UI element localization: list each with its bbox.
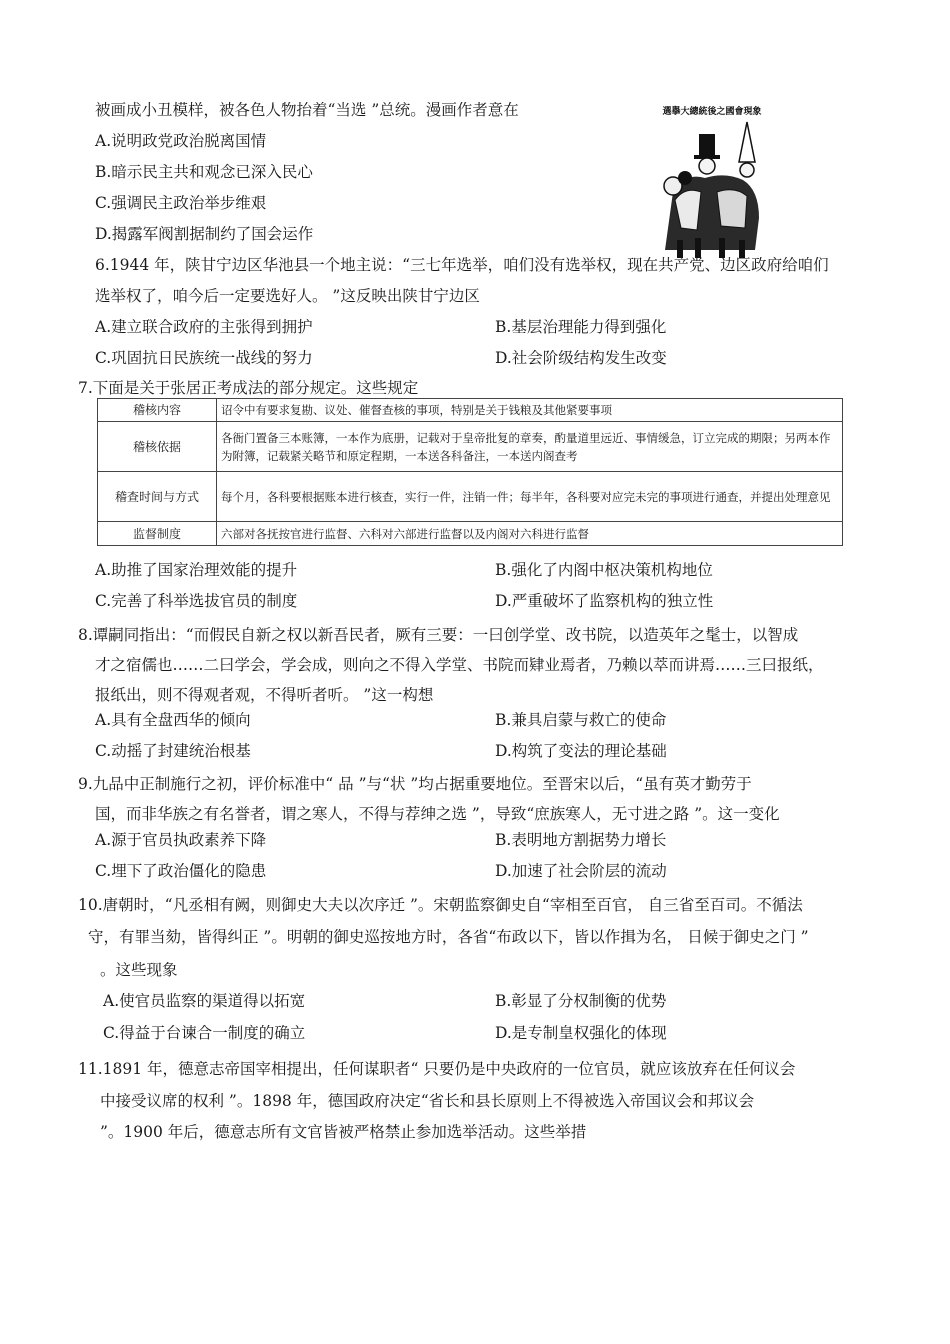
q6-option-d[interactable]: D.社会阶级结构发生改变: [495, 349, 667, 367]
q9-stem-line-2: 国，而非华族之有名誉者，谓之寒人，不得与荐绅之选 ”，导致“庶族寒人，无寸进之路 ”。这一变化: [95, 805, 780, 823]
q9-option-c[interactable]: C.埋下了政治僵化的隐患: [95, 862, 267, 880]
q8-stem-line-1: 8.谭嗣同指出：“而假民自新之权以新吾民者，厥有三要：一曰创学堂、改书院，以造英年之髦士，以智成: [78, 626, 799, 644]
table-row: [98, 399, 843, 422]
q5-option-d[interactable]: D.揭露军阀割据制约了国会运作: [95, 225, 314, 243]
q11-stem-line-3: ”。1900 年后，德意志所有文官皆被严格禁止参加选举活动。这些举措: [100, 1123, 587, 1141]
q5-option-c[interactable]: C.强调民主政治举步维艰: [95, 194, 267, 212]
q10-option-d[interactable]: D.是专制皇权强化的体现: [495, 1024, 667, 1042]
table-row: [98, 472, 843, 522]
kaochengfa-table: [97, 398, 843, 546]
q10-option-a[interactable]: A.使官员监察的渠道得以拓宽: [103, 992, 306, 1010]
q5-option-b[interactable]: B.暗示民主共和观念已深入民心: [95, 163, 313, 181]
table-row-body: 诏令中有要求复勘、议处、催督查核的事项，特别是关于钱粮及其他紧要事项: [217, 399, 843, 422]
q7-option-c[interactable]: C.完善了科举选拔官员的制度: [95, 592, 298, 610]
q10-stem-line-3: 。这些现象: [100, 961, 178, 979]
q5-option-a[interactable]: A.说明政党政治脱离国情: [95, 132, 267, 150]
table-row: [98, 422, 843, 472]
political-cartoon-image: [655, 100, 770, 260]
q7-stem: 7.下面是关于张居正考成法的部分规定。这些规定: [78, 379, 419, 397]
table-row-head: 稽核内容: [98, 399, 217, 422]
q6-stem-line-1: 6.1944 年，陕甘宁边区华池县一个地主说：“三七年选举，咱们没有选举权，现在共产党、边区政府给咱们: [95, 256, 829, 274]
q10-option-b[interactable]: B.彰显了分权制衡的优势: [495, 992, 667, 1010]
table-row-head: 稽核依据: [98, 422, 217, 472]
q9-option-d[interactable]: D.加速了社会阶层的流动: [495, 862, 667, 880]
q7-option-d[interactable]: D.严重破坏了监察机构的独立性: [495, 592, 714, 610]
q11-stem-line-1: 11.1891 年，德意志帝国宰相提出，任何谋职者“ 只要仍是中央政府的一位官员，就应该放弃在任何议会: [78, 1060, 796, 1078]
table-row-head: 监督制度: [98, 522, 217, 546]
q9-stem-line-1: 9.九品中正制施行之初，评价标准中“ 品 ”与“状 ”均占据重要地位。至晋宋以后，“虽有英才勤劳于: [78, 775, 752, 793]
q6-stem-line-2: 选举权了，咱今后一定要选好人。 ”这反映出陕甘宁边区: [95, 287, 480, 305]
q6-option-b[interactable]: B.基层治理能力得到强化: [495, 318, 667, 336]
q8-option-b[interactable]: B.兼具启蒙与救亡的使命: [495, 711, 667, 729]
q7-option-a[interactable]: A.助推了国家治理效能的提升: [95, 561, 298, 579]
table-row: [98, 522, 843, 546]
q10-stem-line-1: 10.唐朝时，“凡丞相有阙，则御史大夫以次序迁 ”。宋朝监察御史自“宰相至百官， 自三省至百司。不循法: [78, 896, 803, 914]
cartoon-caption: 選擧大總統後之國會現象: [662, 106, 762, 116]
q11-stem-line-2: 中接受议席的权利 ”。1898 年，德国政府决定“省长和县长原则上不得被选入帝国议会和邦议会: [100, 1092, 755, 1110]
q9-option-b[interactable]: B.表明地方割据势力增长: [495, 831, 667, 849]
q8-option-c[interactable]: C.动摇了封建统治根基: [95, 742, 251, 760]
q8-stem-line-2: 才之宿儒也……二曰学会，学会成，则向之不得入学堂、书院而肄业焉者，乃赖以萃而讲焉……三曰报纸，: [95, 656, 824, 674]
q6-option-a[interactable]: A.建立联合政府的主张得到拥护: [95, 318, 313, 336]
q7-option-b[interactable]: B.强化了内阁中枢决策机构地位: [495, 561, 713, 579]
q6-option-c[interactable]: C.巩固抗日民族统一战线的努力: [95, 349, 313, 367]
q8-option-a[interactable]: A.具有全盘西华的倾向: [95, 711, 251, 729]
table-row-head: 稽查时间与方式: [98, 472, 217, 522]
table-row-body: 每个月，各科要根据账本进行核查，实行一件，注销一件；每半年，各科要对应完未完的事项进行通查，并提出处理意见: [217, 472, 843, 522]
q8-option-d[interactable]: D.构筑了变法的理论基础: [495, 742, 667, 760]
q10-stem-line-2: 守，有罪当劾，皆得纠正 ”。明朝的御史巡按地方时，各省“布政以下，皆以作揖为名， 日候于御史之门 ”: [88, 928, 809, 946]
q5-stem: 被画成小丑模样，被各色人物抬着“当选 ”总统。漫画作者意在: [95, 101, 519, 119]
q10-option-c[interactable]: C.得益于台谏合一制度的确立: [103, 1024, 306, 1042]
q8-stem-line-3: 报纸出，则不得观者观，不得听者听。 ”这一构想: [95, 686, 434, 704]
table-row-body: 六部对各抚按官进行监督、六科对六部进行监督以及内阁对六科进行监督: [217, 522, 843, 546]
q9-option-a[interactable]: A.源于官员执政素养下降: [95, 831, 267, 849]
table-row-body: 各衙门置备三本账簿，一本作为底册，记载对于皇帝批复的章奏，酌量道里远近、事情缓急，订立完成的期限；另两本作为附簿，记载紧关略节和原定程期，一本送各科备注，一本送内阁查考: [217, 422, 843, 472]
